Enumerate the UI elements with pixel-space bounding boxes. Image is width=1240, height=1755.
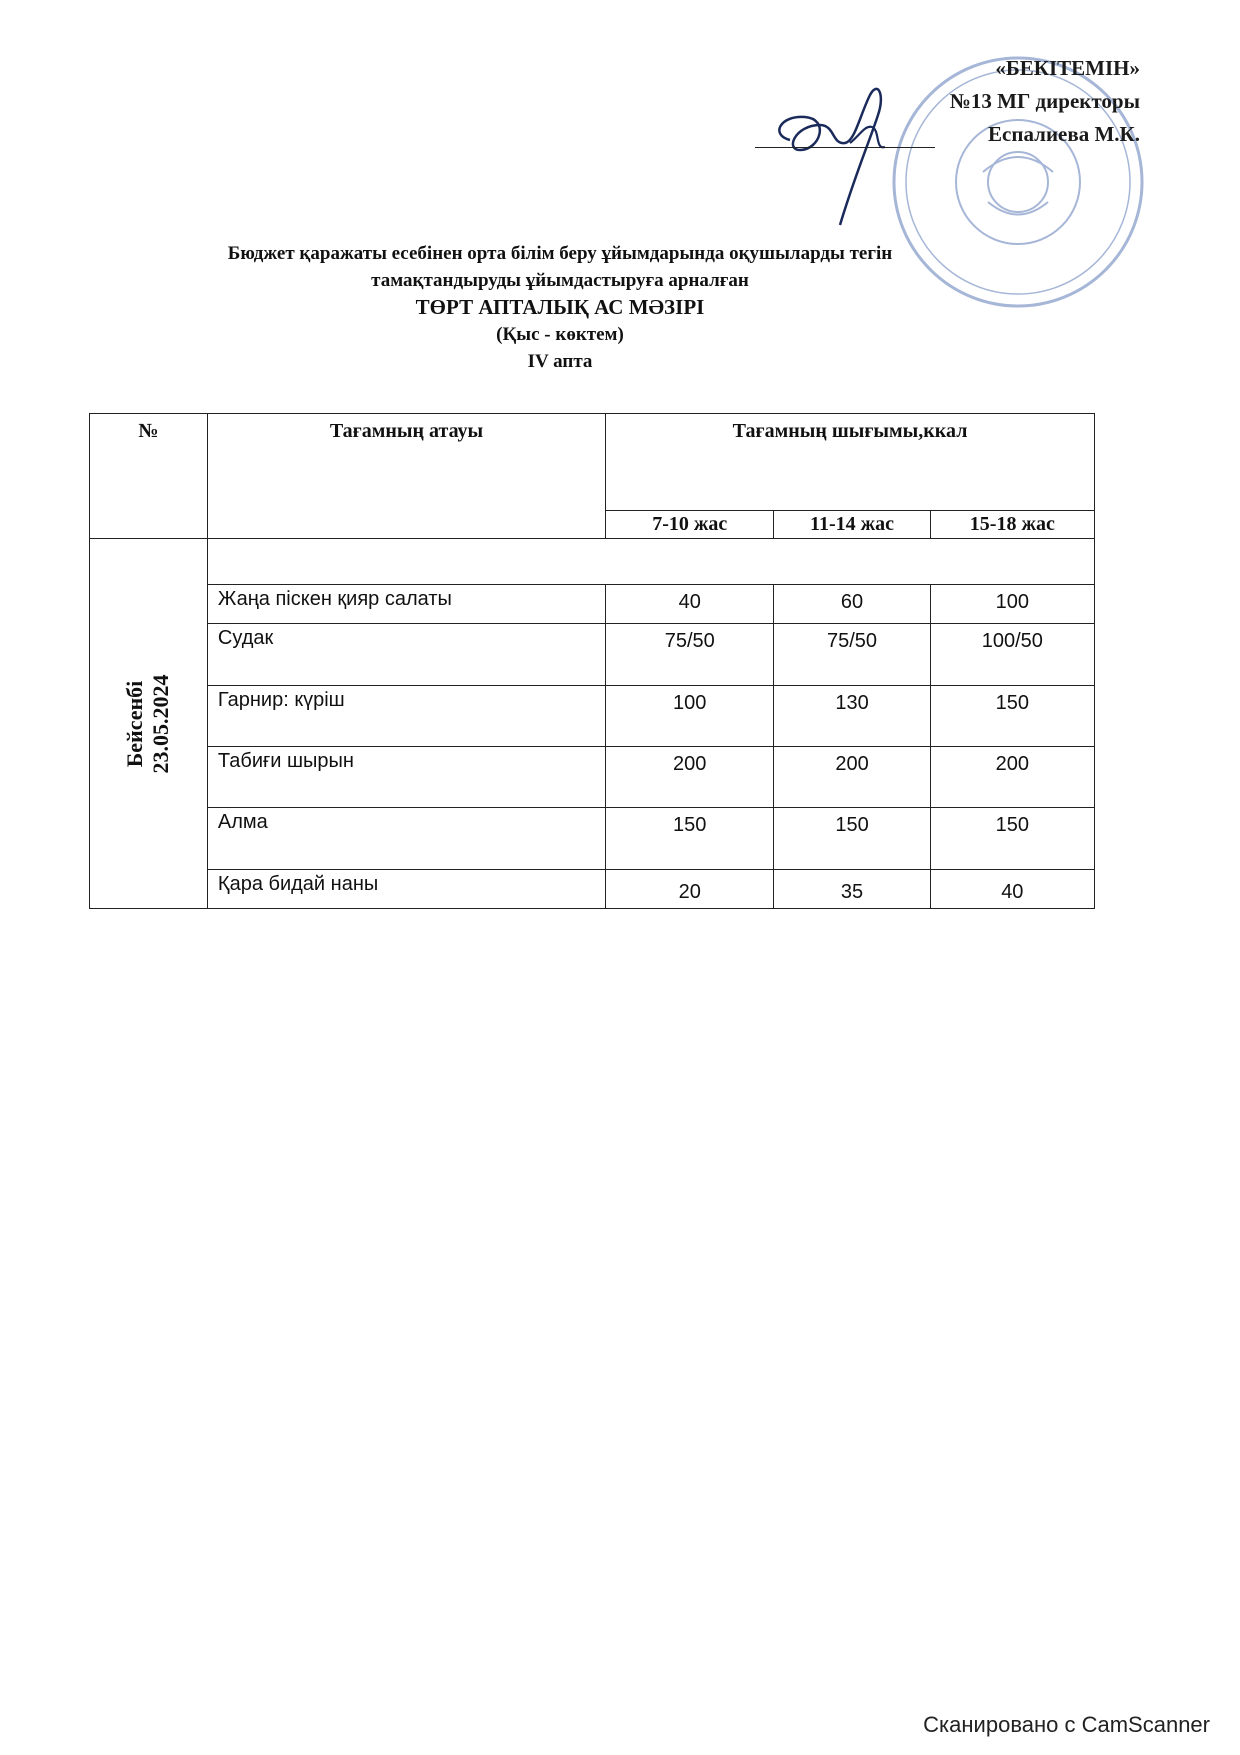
dish-name: Табиғи шырын bbox=[207, 747, 605, 808]
heading-line-2: тамақтандыруды ұйымдастыруға арналған bbox=[371, 270, 749, 291]
table-header-row bbox=[90, 414, 1095, 511]
yield-7-10: 20 bbox=[606, 870, 774, 909]
empty-row bbox=[207, 539, 1094, 585]
dish-name: Гарнир: күріш bbox=[207, 686, 605, 747]
yield-11-14: 60 bbox=[774, 585, 930, 624]
yield-11-14: 35 bbox=[774, 870, 930, 909]
document-heading bbox=[150, 240, 970, 375]
yield-15-18: 40 bbox=[930, 870, 1094, 909]
yield-7-10: 200 bbox=[606, 747, 774, 808]
age-group-7-10: 7-10 жас bbox=[606, 511, 774, 539]
approval-position: №13 МГ директоры bbox=[949, 89, 1140, 113]
table-row bbox=[90, 870, 1095, 909]
table-row bbox=[90, 585, 1095, 624]
scanner-watermark: Сканировано с CamScanner bbox=[923, 1712, 1210, 1737]
table-row bbox=[90, 808, 1095, 870]
yield-11-14: 150 bbox=[774, 808, 930, 870]
yield-15-18: 150 bbox=[930, 686, 1094, 747]
season-label: (Қыс - көктем) bbox=[496, 324, 624, 345]
dish-name: Судак bbox=[207, 624, 605, 686]
header-dish-name: Тағамның атауы bbox=[207, 414, 605, 539]
header-number: № bbox=[90, 414, 208, 539]
approval-block bbox=[880, 52, 1140, 151]
menu-table bbox=[89, 413, 1095, 909]
yield-15-18: 100 bbox=[930, 585, 1094, 624]
table-row bbox=[90, 539, 1095, 585]
table-row bbox=[90, 624, 1095, 686]
age-group-15-18: 15-18 жас bbox=[930, 511, 1094, 539]
yield-7-10: 150 bbox=[606, 808, 774, 870]
menu-title: ТӨРТ АПТАЛЫҚ АС МӘЗІРІ bbox=[415, 295, 705, 319]
yield-15-18: 150 bbox=[930, 808, 1094, 870]
approval-title: «БЕКІТЕМІН» bbox=[995, 56, 1140, 80]
dish-name: Қара бидай наны bbox=[207, 870, 605, 909]
yield-7-10: 100 bbox=[606, 686, 774, 747]
heading-line-1: Бюджет қаражаты есебінен орта білім беру ұйымдарында оқушыларды тегін bbox=[227, 243, 893, 264]
yield-11-14: 200 bbox=[774, 747, 930, 808]
week-label: IV апта bbox=[527, 351, 593, 372]
yield-7-10: 40 bbox=[606, 585, 774, 624]
table-row bbox=[90, 686, 1095, 747]
yield-11-14: 75/50 bbox=[774, 624, 930, 686]
day-date: 23.05.2024 bbox=[148, 674, 174, 773]
day-cell bbox=[90, 539, 208, 909]
yield-15-18: 200 bbox=[930, 747, 1094, 808]
yield-15-18: 100/50 bbox=[930, 624, 1094, 686]
yield-7-10: 75/50 bbox=[606, 624, 774, 686]
day-name: Бейсенбі bbox=[122, 680, 148, 767]
table-row bbox=[90, 747, 1095, 808]
header-yield: Тағамның шығымы,ккал bbox=[606, 414, 1095, 511]
age-group-11-14: 11-14 жас bbox=[774, 511, 930, 539]
approval-name: Еспалиева М.К. bbox=[988, 122, 1140, 146]
dish-name: Алма bbox=[207, 808, 605, 870]
yield-11-14: 130 bbox=[774, 686, 930, 747]
dish-name: Жаңа піскен қияр салаты bbox=[207, 585, 605, 624]
